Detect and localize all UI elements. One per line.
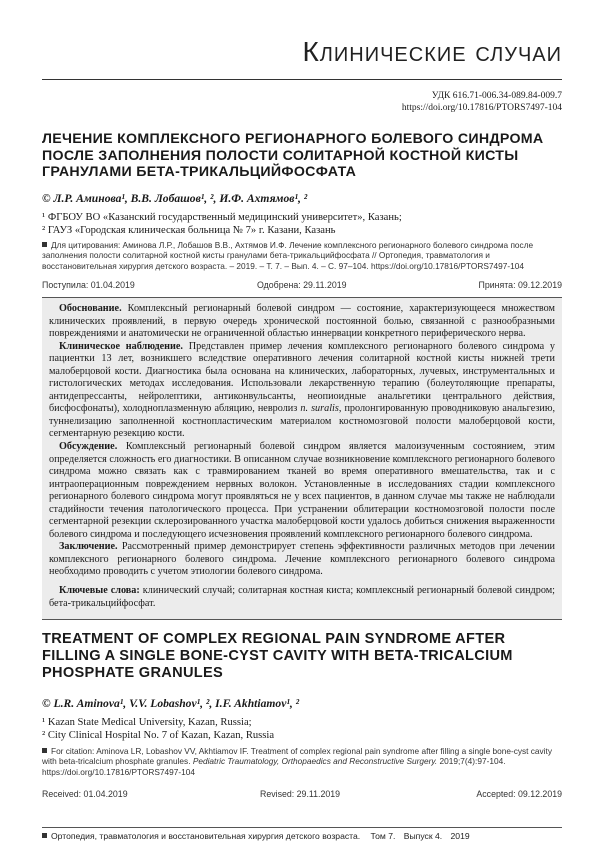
received-en: Received: 01.04.2019: [42, 789, 128, 799]
affiliation-ru-2: ² ГАУЗ «Городская клиническая больница № 7» г. Казани, Казань: [42, 225, 336, 236]
citation-en-text-2: 2019;7(4):97-104. https://doi.org/10.17816/PTORS7497-104: [42, 756, 506, 777]
background-text: Комплексный регионарный болевой синдром — состояние, характеризующееся множеством клинических проявлений, в первую очередь хронической постоянной болью, связанной с разнообразными повреждениями и анатомически не ограниченной областью иннервации конкретного периферического нерва.: [49, 303, 555, 340]
abstract-case: [49, 341, 555, 441]
affiliations-ru: [42, 211, 564, 237]
citation-en-text-1: For citation: Aminova LR, Lobashov VV, Akhtiamov IF. Treatment of complex regional pain syndrome after filling a single bone-cyst cavity with beta-tricalcium phosphate granules.: [42, 746, 552, 767]
footer-square-icon: [42, 833, 47, 838]
abstract-box: [42, 297, 562, 620]
citation-en-journal: Pediatric Traumatology, Orthopaedics and Reconstructive Surgery.: [192, 756, 438, 767]
affiliations-en: [42, 716, 564, 742]
header-rule: [42, 79, 562, 80]
case-nerve: n. suralis: [300, 403, 339, 415]
affiliation-en-1: ¹ Kazan State Medical University, Kazan, Russia;: [42, 717, 252, 728]
bullet-square-icon: [42, 748, 47, 753]
conclusion-text: Рассмотренный пример демонстрирует степень эффективности различных методов при лечении комплексного регионарного болевого синдрома. Лечение комплексного регионарного болевого синдрома необходимо проводить с учетом этиологии болевого синдрома.: [49, 541, 555, 578]
discussion-text: Комплексный регионарный болевой синдром является малоизученным состоянием, этим определяется сложность его диагностики. В описанном случае возникновение комплексного регионарного болевого синдрома можно связать как с травмированием тканей во время оперативного вмешательства, так и с интраоперационным повреждением нервных волокон. Установленные в исследованиях стадии комплексного регионарного болевого синдрома могут проявляться не у всех пациентов, в данном случае мы также не наблюдали стадийности течения патологического процесса. При устранении облитерации костномозговой полости после сегментарной резекции склерозированного участка малоберцовой кости удалось добиться снижения выраженности болевого синдрома и последующего исчезновения проявлений комплексного регионарного болевого синдрома.: [49, 441, 555, 540]
bullet-square-icon: [42, 242, 47, 247]
footer-journal: Ортопедия, травматология и восстановительная хирургия детского возраста.: [51, 831, 361, 841]
footer-year: 2019: [450, 831, 470, 841]
case-label: Клиническое наблюдение.: [59, 340, 183, 352]
affiliation-ru-1: ¹ ФГБОУ ВО «Казанский государственный медицинский университет», Казань;: [42, 212, 402, 223]
udk-block: [402, 90, 562, 114]
citation-ru-text: Для цитирования: Аминова Л.Р., Лобашов В.В., Ахтямов И.Ф. Лечение комплексного регионарного болевого синдрома после заполнения полости солитарной костной кисты гранулами бета-трикальцийфосфата // Ортопедия, травматология и восстановительная хирургия детского возраста. – 2019. – Т. 7. – Вып. 4. – С. 97–104. https://doi.org/10.17816/PTORS7497-104: [42, 240, 534, 271]
udk-code: УДК 616.71-006.34-089.84-009.7: [431, 91, 562, 101]
authors-ru: © Л.Р. Аминова¹, В.В. Лобашов¹, ², И.Ф. Ахтямов¹, ²: [42, 192, 308, 205]
keywords-label: Ключевые слова:: [59, 585, 140, 597]
footer-issue: Выпуск 4.: [403, 831, 443, 841]
conclusion-label: Заключение.: [59, 541, 118, 553]
article-title-ru: ЛЕЧЕНИЕ КОМПЛЕКСНОГО РЕГИОНАРНОГО БОЛЕВОГО СИНДРОМА ПОСЛЕ ЗАПОЛНЕНИЯ ПОЛОСТИ СОЛИТАРНОЙ КОСТНОЙ КИСТЫ ГРАНУЛАМИ БЕТА-ТРИКАЛЬЦИЙФОСФАТА: [42, 131, 544, 180]
abstract-background: [49, 303, 555, 341]
dates-ru: [42, 280, 562, 292]
keywords-text: клинический случай; солитарная костная киста; комплексный регионарный болевой синдром; бета-трикальцийфосфат.: [49, 585, 556, 609]
footer-volume: Том 7.: [370, 831, 396, 841]
abstract-keywords: [49, 585, 555, 610]
revised-en: Revised: 29.11.2019: [260, 789, 341, 799]
citation-en: [42, 746, 562, 777]
abstract-conclusion: [49, 541, 555, 579]
discussion-label: Обсуждение.: [59, 441, 118, 453]
doi-link[interactable]: https://doi.org/10.17816/PTORS7497-104: [401, 103, 562, 113]
affiliation-en-2: ² City Clinical Hospital No. 7 of Kazan, Kazan, Russia: [42, 730, 275, 741]
case-text-2: , пролонгированную проводниковую анальгезию, туннелизацию заполненной костнопластическим материалом костномозговой полости малоберцовой кости, сегментарную резекцию кости.: [49, 403, 555, 440]
article-title-en: TREATMENT OF COMPLEX REGIONAL PAIN SYNDROME AFTER FILLING A SINGLE BONE-CYST CAVITY WITH BETA-TRICALCIUM PHOSPHATE GRANULES: [42, 631, 513, 682]
authors-en: © L.R. Aminova¹, V.V. Lobashov¹, ², I.F. Akhtiamov¹, ²: [42, 697, 300, 710]
background-label: Обоснование.: [59, 303, 122, 314]
footer-rule: [42, 827, 562, 828]
page-footer: [42, 831, 562, 841]
accepted-en: Accepted: 09.12.2019: [476, 789, 562, 799]
case-text-1: Представлен пример лечения комплексного регионарного болевого синдрома у пациентки 13 лет, возникшего вследствие оперативного лечения солитарной костной кисты нижней трети малоберцовой кости. Диагностика была основана на клинических, лабораторных, лучевых, инструментальных и гистологических методах исследования. Использовали лекарственную терапию (болеутоляющие препараты, антидепрессанты, нейролептики, антиконвульсанты, неопиоидные анальгетики центрального действия, бисфосфонаты), холодноплазменную абляцию, невролиз: [49, 340, 555, 415]
section-title: Клинические случаи: [302, 36, 562, 67]
abstract-discussion: [49, 441, 555, 541]
citation-ru: [42, 240, 562, 271]
revised-ru: Одобрена: 29.11.2019: [257, 280, 347, 290]
received-ru: Поступила: 01.04.2019: [42, 280, 135, 290]
dates-en: [42, 789, 562, 801]
accepted-ru: Принята: 09.12.2019: [478, 280, 562, 290]
